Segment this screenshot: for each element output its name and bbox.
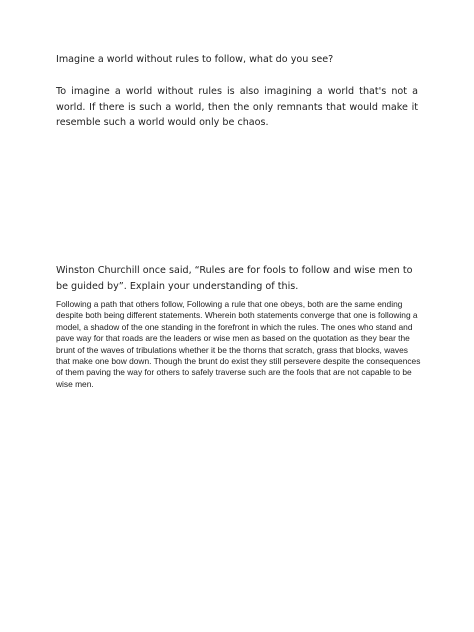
answer-1-text: To imagine a world without rules is also imagining a world that's not a world. If there is such a world, then the only remnants that would make it resemble such a world would only be chaos. — [56, 86, 418, 128]
question-2-text: Winston Churchill once said, “Rules are for fools to follow and wise men to be guided by”. Explain your understanding of this. — [56, 265, 413, 292]
question-1-text: Imagine a world without rules to follow, what do you see? — [56, 54, 334, 65]
answer-2-text: Following a path that others follow, Following a rule that one obeys, both are the same ending despite both being different statements. Wherein both statements converge that one is following a model, a shadow of the one standing in the forefront in which the rules. The ones who stand and pave way for that roads are the leaders or wise men as based on the quotation as they bear the brunt of the waves of tribulations whether it be the thorns that scratch, grass that blocks, waves that make one bow down. Though the brunt do exist they still persevere despite the consequences of them paving the way for others to safely traverse such are the fools that are not capable to be wise men. — [56, 299, 421, 389]
